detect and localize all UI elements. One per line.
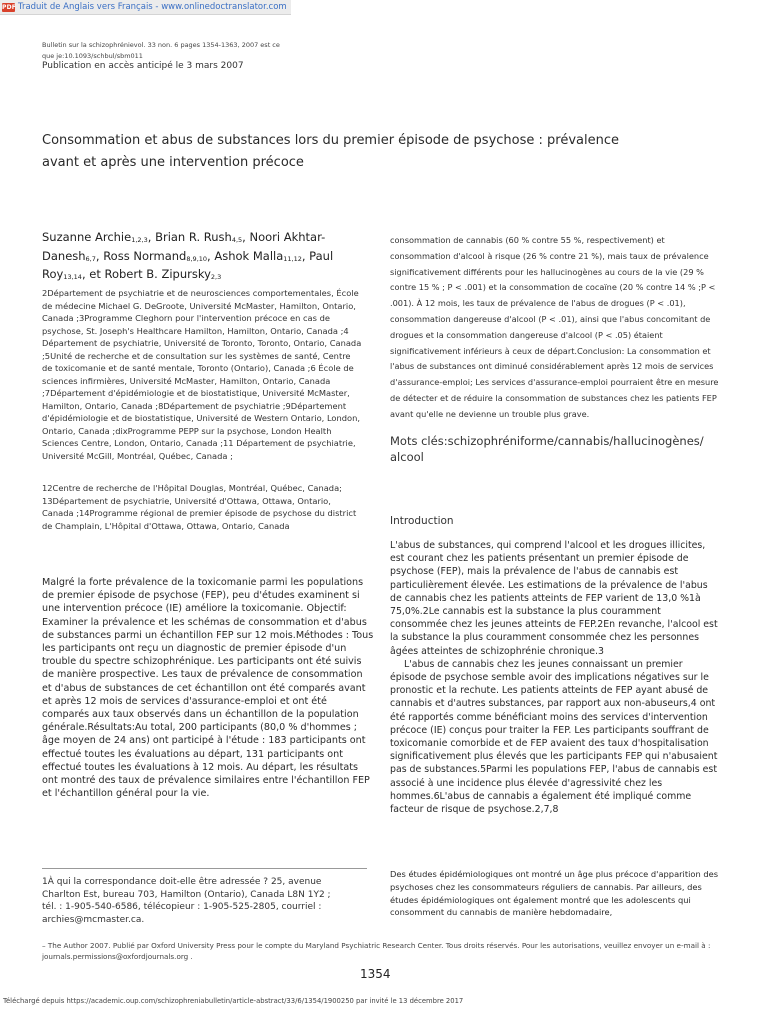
abstract-continued: consommation de cannabis (60 % contre 55 %, respectivement) et consommation d'alcool à risque (26 % contre 21 %), mais taux de prévalence significativement différents pour les hallucinogènes au cours de la vie (29 % contre 15 % ; P < .001) et la consommation de cocaïne (20 % contre 14 % ;P < .001). À 12 mois, les taux de prévalence de l'abus de drogues (P < .01), consommation dangereuse d'alcool (P < .01), ainsi que l'abus concomitant de drogues et la consommation dangereuse d'alcool (P < .05) étaient significativement inférieurs à ceux de départ.Conclusion: La consommation et l'abus de substances ont diminué considérablement après 12 mois de services d'assurance-emploi; Les services d'assurance-emploi pourraient être en mesure de détecter et de réduire la consommation de substances chez les patients FEP avant qu'elle ne devienne un trouble plus grave. <box>390 235 719 419</box>
author-list <box>42 229 372 285</box>
affiliations: 2Département de psychiatrie et de neurosciences comportementales, École de médecine Michael G. DeGroote, Université McMaster, Hamilton, Ontario, Canada ;3Programme Cleghorn pour l'intervention précoce en cas de psychose, St. Joseph's Healthcare Hamilton, Hamilton, Ontario, Canada ;4 Département de psychiatrie, Université de Toronto, Toronto, Ontario, Canada ;5Unité de recherche et de consultation sur les systèmes de santé, Centre de toxicomanie et de santé mentale, Toronto (Ontario), Canada ;6 École de sciences infirmières, Université McMaster, Hamilton, Ontario, Canada ;7Département d'épidémiologie et de biostatistique, Université McMaster, Hamilton, Ontario, Canada ;8Département de psychiatrie ;9Département d'épidémiologie et de biostatistique, Université de Western Ontario, London, Ontario, Canada ;dixProgramme PEPP sur la psychose, London Health Sciences Centre, London, Ontario, Canada ;11 Département de psychiatrie, Université McGill, Montréal, Québec, Canada ; <box>42 288 362 461</box>
publication-date: Publication en accès anticipé le 3 mars 2007 <box>42 61 244 71</box>
pdf-logo-icon: PDF <box>2 3 17 11</box>
journal-citation: Bulletin sur la schizophrénievol. 33 non. 6 pages 1354-1363, 2007 est ce <box>42 41 280 49</box>
paragraph: Des études épidémiologiques ont montré un âge plus précoce d'apparition des psychoses chez les consommateurs réguliers de cannabis. Par ailleurs, des études épidémiologiques ont également montré que les adolescents qui consomment du cannabis de manière hebdomadaire, <box>390 869 719 918</box>
page-number: 1354 <box>360 967 391 981</box>
author-affil-ref: 13,14 <box>63 273 82 281</box>
author-name: , Ross Normand <box>95 248 187 263</box>
author-name: , Ashok Malla <box>207 248 284 263</box>
author-name: Suzanne Archie <box>42 230 132 244</box>
author-name: , Noori Akhtar-Danesh <box>42 230 326 263</box>
copyright-footnote: – The Author 2007. Publié par Oxford University Press pour le compte du Maryland Psychiatric Research Center. Tous droits réservés. Pour les autorisations, veuillez envoyer un e-mail à : journals.permissions@oxfordjournals.org . <box>42 941 711 961</box>
author-affil-ref: 4,5 <box>231 236 243 244</box>
article-title: Consommation et abus de substances lors du premier épisode de psychose : prévalence avant et après une intervention précoce <box>42 133 619 170</box>
download-note: Téléchargé depuis https://academic.oup.com/schizophreniabulletin/article-abstract/33/6/1354/1900250 par invité le 13 décembre 2017 <box>3 997 464 1005</box>
author-affil-ref: 1,2,3 <box>131 236 148 244</box>
translator-link[interactable]: Traduit de Anglais vers Français - www.onlinedoctranslator.com <box>18 2 287 12</box>
author-affil-ref: 6,7 <box>85 254 96 263</box>
author-name: , et Robert B. Zipursky <box>81 267 211 281</box>
author-name: , Brian R. Rush <box>147 230 232 244</box>
keywords: Mots clés:schizophréniforme/cannabis/hallucinogènes/ alcool <box>390 434 704 464</box>
paragraph: L'abus de substances, qui comprend l'alcool et les drogues illicites, est courant chez les patients présentant un premier épisode de psychose (FEP), mais la prévalence de l'abus de cannabis est particulièrement élevée. Les estimations de la prévalence de l'abus de cannabis chez les patients atteints de FEP varient de 13,0 %1à 75,0%.2Le cannabis est la substance la plus couramment consommée chez les jeunes atteints de FEP.2En revanche, l'alcool est la substance la plus couramment consommée chez les personnes âgées atteintes de schizophrénie chronique.3 <box>390 540 718 657</box>
author-affil-ref: 2,3 <box>210 273 222 281</box>
introduction-body <box>390 539 720 816</box>
footnote-divider <box>42 868 367 869</box>
doi: que je:10.1093/schbul/sbm011 <box>42 52 143 60</box>
author-name: , Paul Roy <box>42 248 334 281</box>
paragraph: L'abus de cannabis chez les jeunes connaissant un premier épisode de psychose semble avoir des implications négatives sur le pronostic et la rechute. Les patients atteints de FEP ayant abusé de cannabis et d'autres substances, par rapport aux non-abuseurs,4 ont été rapportés comme bénéficiant moins des services d'intervention précoce (IE) conçus pour traiter la FEP. Les participants souffrant de toxicomanie comorbide et de FEP avaient des taux d'hospitalisation significativement plus élevés que les participants FEP qui n'abusaient pas de substances.5Parmi les populations FEP, l'abus de cannabis est associé à une incidence plus élevée d'agressivité chez les hommes.6L'abus de cannabis a également été impliqué comme facteur de risque de psychose.2,7,8 <box>390 658 718 816</box>
translator-banner[interactable] <box>0 0 291 15</box>
author-affil-ref: 8,9,10 <box>186 254 208 263</box>
abstract: Malgré la forte prévalence de la toxicomanie parmi les populations de premier épisode de psychose (FEP), peu d'études examinent si une intervention précoce (IE) améliore la toxicomanie. Objectif: Examiner la prévalence et les schémas de consommation et d'abus de substances parmi un échantillon FEP sur 12 mois.Méthodes : Tous les participants ont reçu un diagnostic de premier épisode d'un trouble du spectre schizophrénique. Les participants ont été suivis de manière prospective. Les taux de prévalence de consommation et d'abus de substances de cet échantillon ont été comparés avant et après 12 mois de services d'assurance-emploi et ont été comparés aux taux observés dans un échantillon de la population générale.Résultats:Au total, 200 participants (80,0 % d'hommes ; âge moyen de 24 ans) ont participé à l'étude : 183 participants ont effectué toutes les évaluations au départ, 131 participants ont effectué toutes les évaluations à 12 mois. Au départ, les résultats ont montré des taux de prévalence similaires entre l'échantillon FEP et l'échantillon général pour la vie. <box>42 577 374 800</box>
affiliations-continued: 12Centre de recherche de l'Hôpital Douglas, Montréal, Québec, Canada; 13Département de psychiatrie, Université d'Ottawa, Ottawa, Ontario, Canada ;14Programme régional de premier épisode de psychose du district de Champlain, L'Hôpital d'Ottawa, Ottawa, Ontario, Canada <box>42 483 357 531</box>
section-heading: Introduction <box>390 515 454 527</box>
author-affil-ref: 11,12 <box>283 254 302 263</box>
correspondence-note: 1À qui la correspondance doit-elle être adressée ? 25, avenue Charlton Est, bureau 703, Hamilton (Ontario), Canada L8N 1Y2 ; tél. : 1-905-540-6586, télécopieur : 1-905-525-2805, courriel : archies@mcmaster.ca. <box>42 877 331 925</box>
